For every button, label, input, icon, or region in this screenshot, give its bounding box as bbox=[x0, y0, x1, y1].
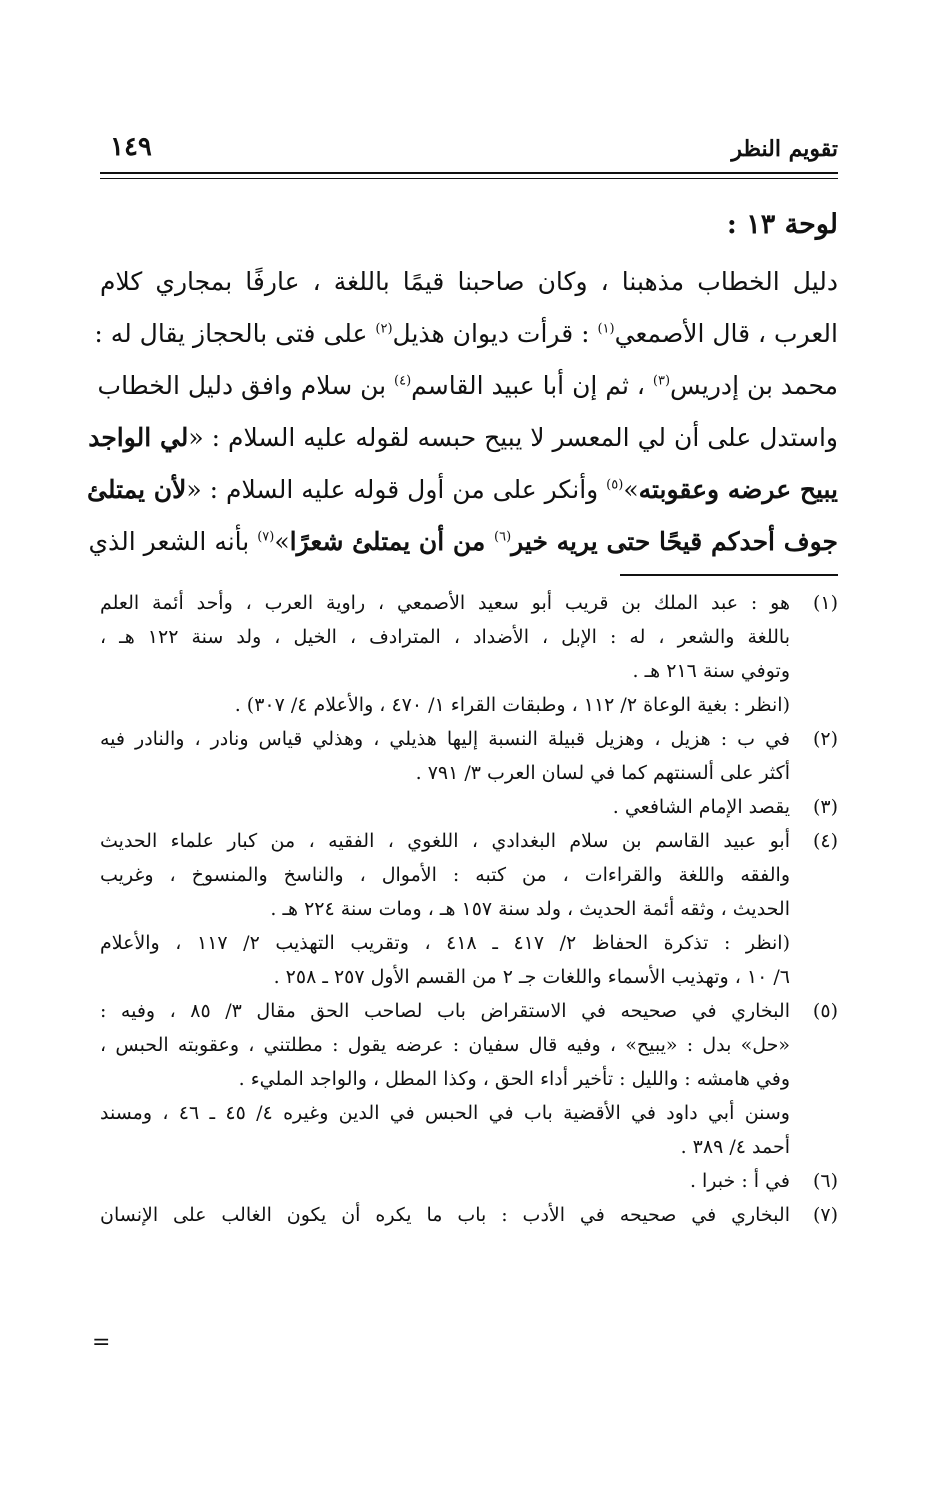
footnote-text: يقصد الإمام الشافعي . bbox=[612, 796, 790, 818]
body-line bbox=[94, 308, 838, 360]
footnote-text: أحمد ٤/ ٣٨٩ . bbox=[680, 1136, 790, 1158]
footnote-text: وتوفي سنة ٢١٦ هـ . bbox=[632, 660, 790, 682]
text-run: العرب ، قال الأصمعي bbox=[614, 319, 838, 348]
footnote-line bbox=[100, 994, 838, 1028]
footnote-text: أكثر على ألسنتهم كما في لسان العرب ٣/ ٧٩١ . bbox=[415, 762, 790, 784]
text-run: ، ثم إن أبا عبيد القاسم bbox=[411, 371, 653, 400]
footnote-line bbox=[100, 858, 838, 892]
body-line bbox=[87, 464, 838, 516]
page-number: ١٤٩ bbox=[110, 132, 152, 162]
footnote-line bbox=[100, 824, 838, 858]
text-run: يبيح عرضه وعقوبته bbox=[638, 475, 838, 504]
text-run: وأنكر على من أول قوله عليه السلام : « bbox=[186, 475, 607, 504]
body-line bbox=[88, 412, 838, 464]
body-line bbox=[97, 360, 838, 412]
text-run: جوف أحدكم قيحًا حتى يريه خير bbox=[511, 527, 838, 556]
footnote-text: (انظر : بغية الوعاة ٢/ ١١٢ ، وطبقات القراء ١/ ٤٧٠ ، والأعلام ٤/ ٣٠٧) . bbox=[234, 694, 790, 716]
body-line bbox=[100, 256, 838, 308]
footnote-line bbox=[100, 620, 838, 654]
footnote-number: (٢) bbox=[812, 728, 838, 750]
footnote-text: باللغة والشعر ، له : الإبل ، الأضداد ، المترادف ، الخيل ، ولد سنة ١٢٢ هـ ، bbox=[100, 626, 790, 648]
body-paragraph bbox=[87, 256, 838, 568]
footnote-reference: (٤) bbox=[394, 373, 412, 389]
running-title: تقويم النظر bbox=[731, 136, 838, 162]
footnote-text: (انظر : تذكرة الحفاظ ٢/ ٤١٧ ـ ٤١٨ ، وتقريب التهذيب ٢/ ١١٧ ، والأعلام bbox=[100, 932, 790, 954]
footnote-line bbox=[100, 926, 838, 960]
header-rule-thin bbox=[100, 178, 838, 179]
footnote-line bbox=[100, 892, 838, 926]
text-run: محمد بن إدريس bbox=[670, 371, 838, 400]
footnote-text: وسنن أبي داود في الأقضية باب في الحبس في الدين وغيره ٤/ ٤٥ ـ ٤٦ ، ومسند bbox=[100, 1102, 790, 1124]
footnote-text: وفي هامشه : والليل : تأخير أداء الحق ، وكذا المطل ، والواجد المليء . bbox=[238, 1068, 790, 1090]
page-header bbox=[110, 128, 838, 168]
section-heading: لوحة ١٣ : bbox=[726, 209, 838, 240]
text-run: على فتى بالحجاز يقال له : bbox=[94, 319, 376, 348]
continuation-mark: = bbox=[92, 1330, 111, 1355]
footnote-number: (٤) bbox=[812, 830, 838, 852]
footnote-reference: (٧) bbox=[257, 529, 275, 545]
footnote-line bbox=[100, 1164, 838, 1198]
text-run: واستدل على أن لي المعسر لا يبيح حبسه لقوله عليه السلام : « bbox=[188, 423, 838, 452]
footnote-line bbox=[100, 756, 838, 790]
footnote-text: الحديث ، وثقه أئمة الحديث ، ولد سنة ١٥٧ هـ ، ومات سنة ٢٢٤ هـ . bbox=[270, 898, 790, 920]
text-run: » bbox=[623, 475, 639, 504]
footnote-text: ٦/ ١٠ ، وتهذيب الأسماء واللغات جـ ٢ من القسم الأول ٢٥٧ ـ ٢٥٨ . bbox=[273, 966, 790, 988]
footnote-text: هو : عبد الملك بن قريب أبو سعيد الأصمعي ، راوية العرب ، وأحد أئمة العلم bbox=[100, 592, 790, 614]
text-run: دليل الخطاب مذهبنا ، وكان صاحبنا قيمًا باللغة ، عارفًا بمجاري كلام bbox=[100, 267, 838, 296]
footnote-number: (٥) bbox=[812, 1000, 838, 1022]
footnote-text: والفقه واللغة والقراءات ، من كتبه : الأموال ، والناسخ والمنسوخ ، وغريب bbox=[100, 864, 790, 886]
footnote-reference: (٦) bbox=[494, 529, 512, 545]
footnote-line bbox=[100, 1028, 838, 1062]
footnote-line bbox=[100, 586, 838, 620]
text-run: لي الواجد bbox=[88, 423, 189, 452]
text-run: من أن يمتلئ شعرًا bbox=[289, 527, 494, 556]
text-run: » bbox=[274, 527, 290, 556]
text-run: : قرأت ديوان هذيل bbox=[392, 319, 598, 348]
footnote-line bbox=[100, 960, 838, 994]
footnote-reference: (٣) bbox=[652, 373, 671, 389]
footnotes bbox=[100, 586, 838, 1232]
footnote-separator bbox=[620, 574, 838, 576]
footnote-reference: (٢) bbox=[375, 321, 393, 337]
footnote-line bbox=[100, 722, 838, 756]
footnote-line bbox=[100, 790, 838, 824]
footnote-reference: (١) bbox=[597, 321, 615, 337]
footnote-line bbox=[100, 1096, 838, 1130]
footnote-text: أبو عبيد القاسم بن سلام البغدادي ، اللغوي ، الفقيه ، من كبار علماء الحديث bbox=[100, 830, 790, 852]
footnote-number: (١) bbox=[812, 592, 838, 614]
footnote-number: (٧) bbox=[812, 1204, 838, 1226]
footnote-text: البخاري في صحيحه في الاستقراض باب لصاحب الحق مقال ٣/ ٨٥ ، وفيه : bbox=[100, 1000, 790, 1022]
footnote-number: (٣) bbox=[812, 796, 838, 818]
footnote-text: «حل» بدل : «يبيح» ، وفيه قال سفيان : عرضه يقول : مطلتني ، وعقوبته الحبس ، bbox=[100, 1034, 790, 1056]
footnote-line bbox=[100, 654, 838, 688]
footnote-line bbox=[100, 1130, 838, 1164]
footnote-text: في أ : خبرا . bbox=[689, 1170, 790, 1192]
text-run: لأن يمتلئ bbox=[87, 475, 187, 504]
header-rule-thick bbox=[100, 172, 838, 174]
footnote-text: البخاري في صحيحه في الأدب : باب ما يكره أن يكون الغالب على الإنسان bbox=[100, 1204, 790, 1226]
footnote-line bbox=[100, 1198, 838, 1232]
footnote-number: (٦) bbox=[812, 1170, 838, 1192]
text-run: بن سلام وافق دليل الخطاب bbox=[97, 371, 395, 400]
text-run: بأنه الشعر الذي bbox=[88, 527, 258, 556]
footnote-reference: (٥) bbox=[606, 477, 624, 493]
body-line bbox=[88, 516, 838, 568]
footnote-line bbox=[100, 688, 838, 722]
main-text bbox=[87, 200, 838, 568]
footnote-line bbox=[100, 1062, 838, 1096]
footnote-text: في ب : هزيل ، وهزيل قبيلة النسبة إليها هذيلي ، وهذلي قياس ونادر ، والنادر فيه bbox=[100, 728, 790, 750]
